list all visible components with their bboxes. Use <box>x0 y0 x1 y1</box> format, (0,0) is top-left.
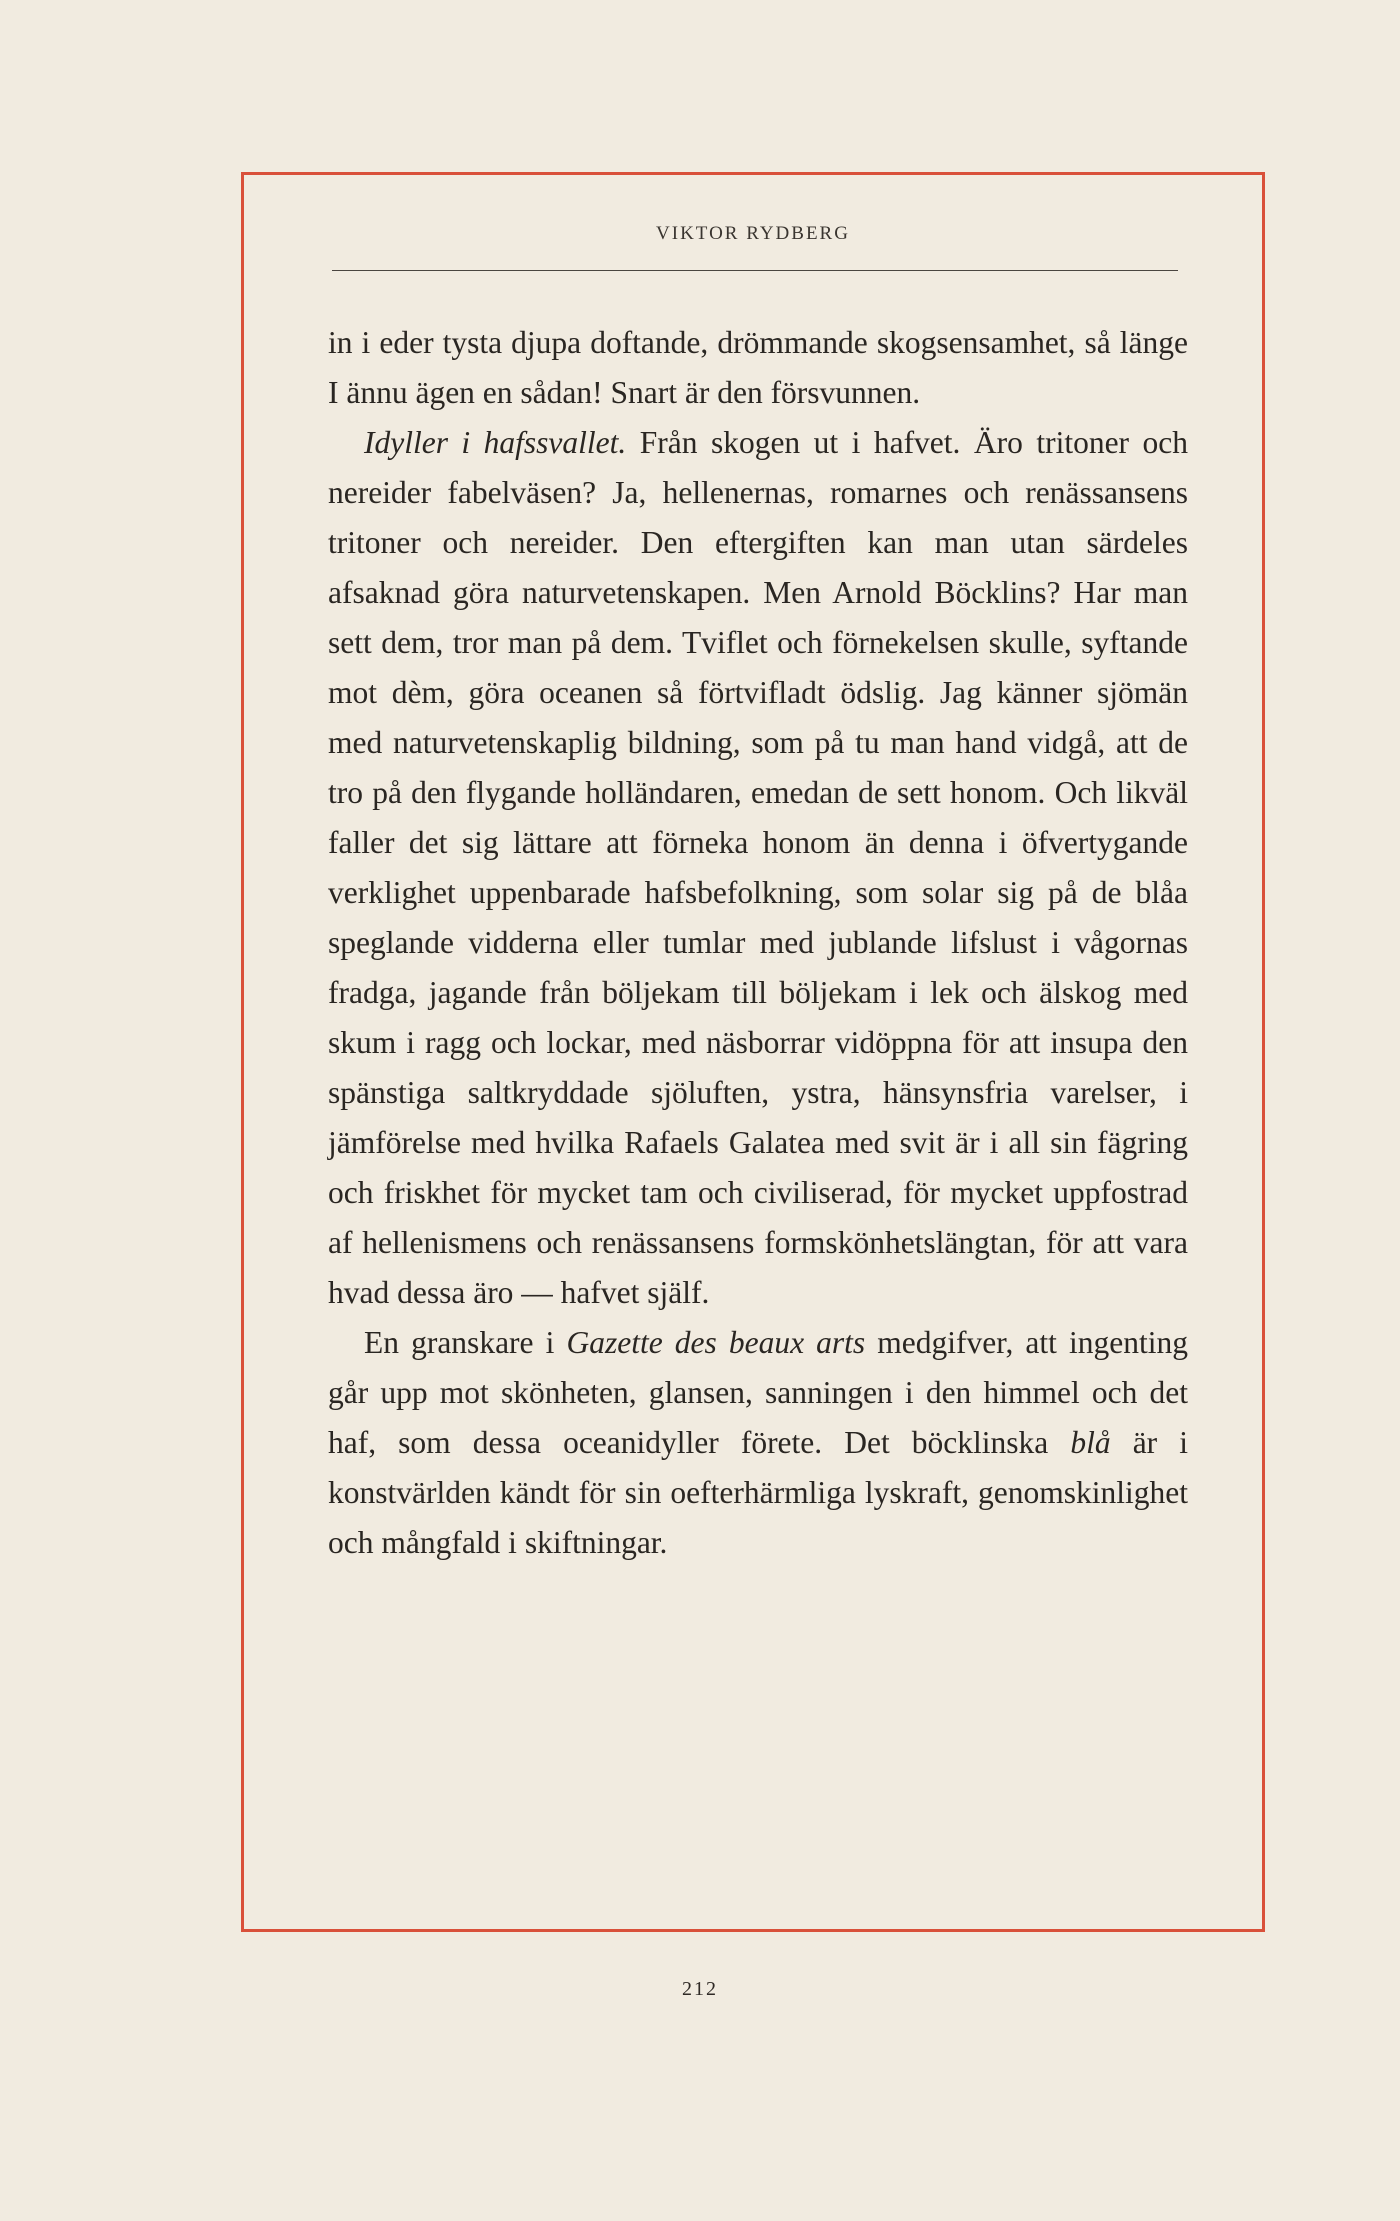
section-title-idyller: Idyller i hafssvallet. <box>364 425 627 460</box>
body-text <box>328 318 1188 1568</box>
running-head: VIKTOR RYDBERG <box>656 223 850 244</box>
paragraph-2 <box>328 418 1188 1318</box>
text-segment: Från skogen ut i hafvet. Äro tritoner och nereider fabelväsen? Ja, hellenernas, romarnes och renässansens tritoner och nereider. Den eftergiften kan man utan särdeles afsaknad göra naturvetenskapen. Men Arnold Böcklins? Har man sett dem, tror man på dem. Tviflet och förnekelsen skulle, syftande mot dèm, göra oceanen så förtvifladt ödslig. Jag känner sjömän med naturvetenskaplig bildning, som på tu man hand vidgå, att de tro på den flygande holländaren, emedan de sett honom. Och likväl faller det sig lättare att förneka honom än denna i öfvertygande verklighet uppenbarade hafsbefolkning, som solar sig på de blåa speglande vidderna eller tumlar med jublande lifslust i vågornas fradga, jagande från böljekam till böljekam i lek och älskog med skum i ragg och lockar, med näsborrar vidöppna för att insupa den spänstiga saltkryddade sjöluften, ystra, hänsynsfria varelser, i jämförelse med hvilka Rafaels Galatea med svit är i all sin fägring och friskhet för mycket tam och civiliserad, för mycket uppfostrad af hellenismens och renässansens formskönhetslängtan, för att vara hvad dessa äro — hafvet själf. <box>328 425 1188 1310</box>
text-segment: in i eder tysta djupa doftande, drömmande skogsensamhet, så länge I ännu ägen en sådan! Snart är den försvunnen. <box>328 325 1188 410</box>
text-segment: medgifver, att ingenting går upp mot skönheten, glansen, sanningen i den himmel och det haf, som dessa oceanidyller förete. Det böcklinska <box>328 1325 1188 1460</box>
paragraph-1 <box>328 318 1188 418</box>
journal-title: Gazette des beaux arts <box>566 1325 866 1360</box>
paragraph-3 <box>328 1318 1188 1568</box>
text-segment: är i konstvärlden kändt för sin oefterhärmliga lyskraft, genomskinlighet och mångfald i skiftningar. <box>328 1425 1188 1560</box>
emphasis-bla: blå <box>1070 1425 1111 1460</box>
header-rule <box>332 270 1178 271</box>
text-segment: En granskare i <box>364 1325 567 1360</box>
red-border-frame <box>241 172 1265 1932</box>
page-number: 212 <box>682 1978 718 2000</box>
